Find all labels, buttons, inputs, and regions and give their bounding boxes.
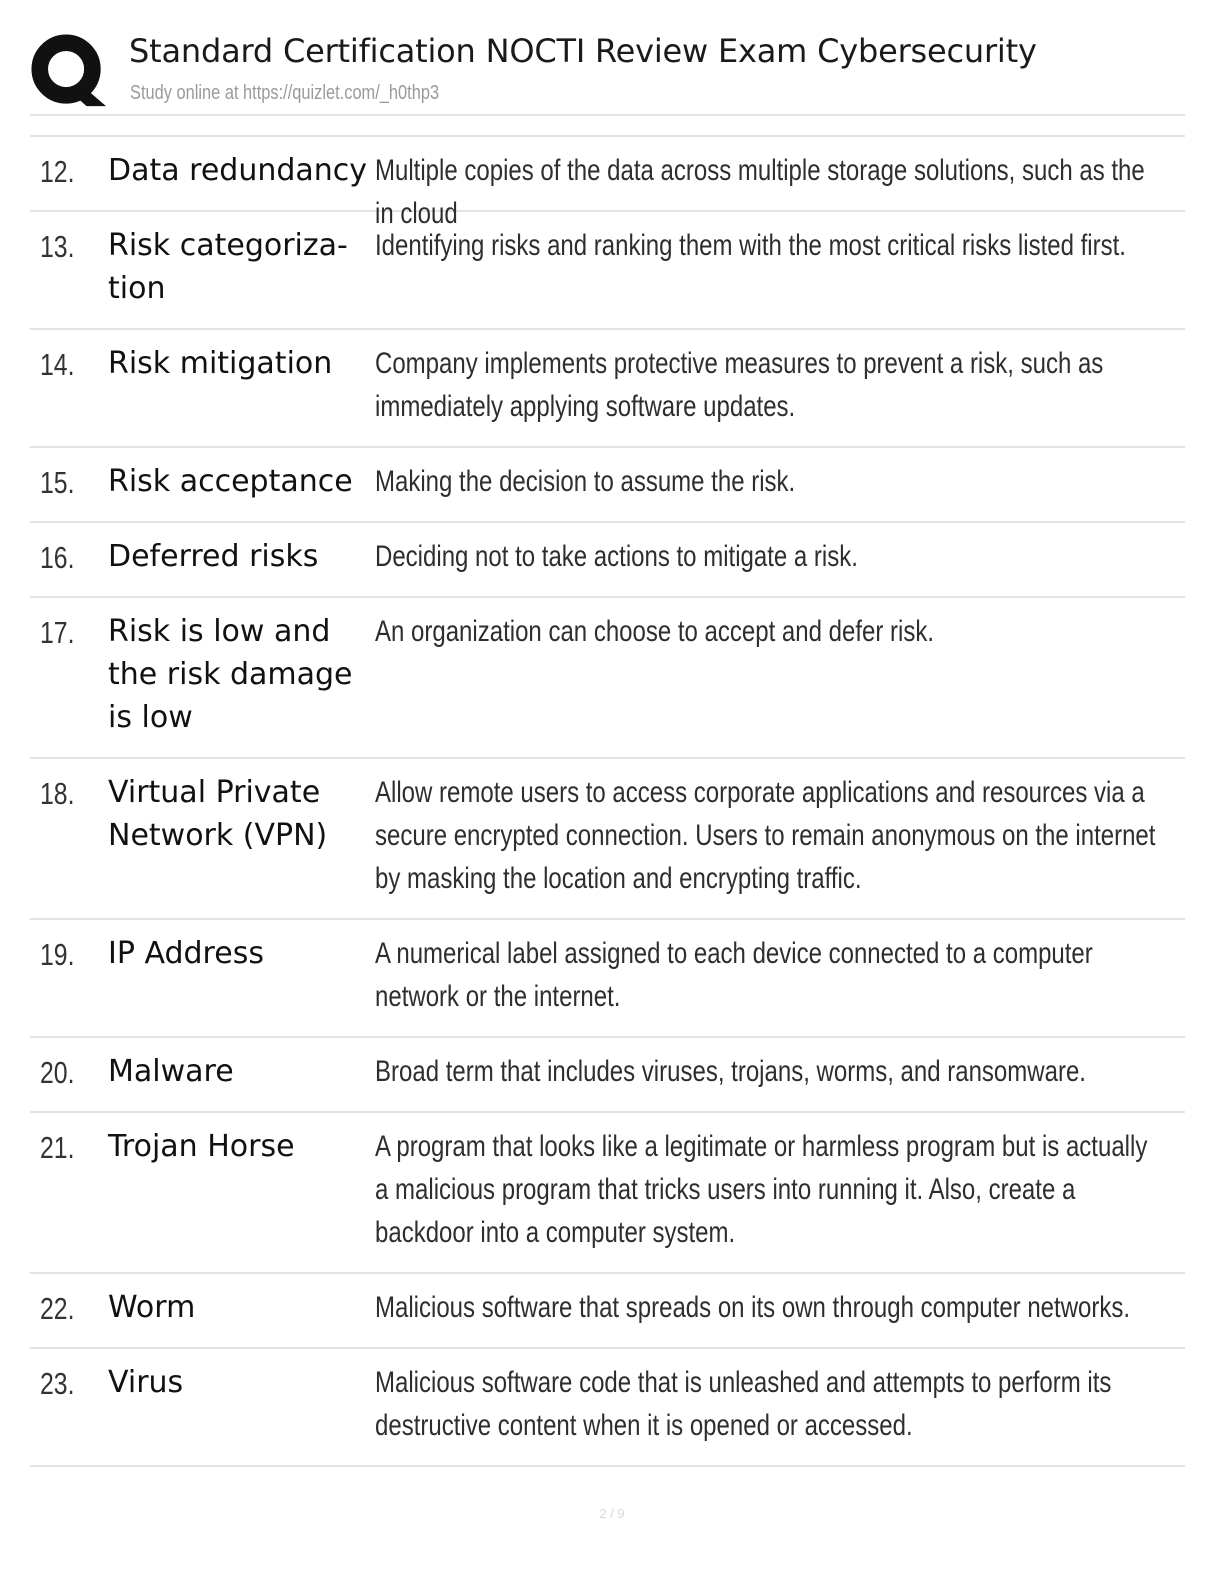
table-row — [30, 1274, 1185, 1349]
row-term: Virtual Private Network (VPN) — [108, 775, 328, 853]
page-number: 2 / 9 — [599, 1506, 625, 1521]
header-divider — [30, 114, 1185, 116]
row-number: 22. — [40, 1291, 75, 1326]
row-term: Trojan Horse — [108, 1129, 295, 1164]
table-row — [30, 1349, 1185, 1467]
row-term: Data redundancy — [108, 153, 368, 188]
table-row — [30, 598, 1185, 759]
row-definition: A program that looks like a legitimate or harmless program but is actually a malicious program that tricks users into running it. Also, create a backdoor into a computer system. — [375, 1130, 1148, 1249]
row-definition: Allow remote users to access corporate applications and resources via a secure encrypted connection. Users to remain anonymous on the internet by masking the location and encrypting traffic. — [375, 776, 1156, 895]
row-definition: Multiple copies of the data across multiple storage solutions, such as the in cloud — [375, 154, 1145, 230]
row-number: 19. — [40, 937, 75, 972]
row-number: 20. — [40, 1055, 75, 1090]
row-term: Deferred risks — [108, 539, 319, 574]
row-number: 17. — [40, 615, 75, 650]
table-row — [30, 212, 1185, 330]
row-number: 16. — [40, 540, 75, 575]
row-number: 23. — [40, 1366, 75, 1401]
table-row — [30, 448, 1185, 523]
row-number: 18. — [40, 776, 75, 811]
quizlet-logo-icon — [30, 32, 108, 110]
row-term: Worm — [108, 1290, 196, 1325]
flashcard-table — [30, 135, 1185, 1467]
row-term: Risk mitigation — [108, 346, 333, 381]
table-row — [30, 1113, 1185, 1274]
table-row — [30, 759, 1185, 920]
row-definition: Malicious software code that is unleashed and attempts to perform its destructive content when it is opened or accessed. — [375, 1366, 1112, 1442]
table-row — [30, 1038, 1185, 1113]
row-term: Risk is low and the risk damage is low — [108, 614, 353, 735]
row-definition: Company implements protective measures to prevent a risk, such as immediately applying software updates. — [375, 347, 1104, 423]
row-number: 21. — [40, 1130, 75, 1165]
row-term: Virus — [108, 1365, 184, 1400]
table-row — [30, 137, 1185, 230]
row-term: Risk acceptance — [108, 464, 353, 499]
row-definition: Identifying risks and ranking them with the most critical risks listed first. — [375, 229, 1126, 262]
row-number: 15. — [40, 465, 75, 500]
row-number: 14. — [40, 347, 75, 382]
row-term: Risk categoriza- tion — [108, 228, 348, 306]
row-definition: Deciding not to take actions to mitigate a risk. — [375, 540, 858, 573]
table-row — [30, 523, 1185, 598]
row-definition: An organization can choose to accept and defer risk. — [375, 615, 935, 648]
table-row — [30, 920, 1185, 1038]
table-row — [30, 330, 1185, 448]
row-term: IP Address — [108, 936, 264, 971]
study-link[interactable]: Study online at https://quizlet.com/_h0thp3 — [130, 82, 440, 104]
row-definition: A numerical label assigned to each device connected to a computer network or the internet. — [375, 937, 1093, 1013]
row-definition: Broad term that includes viruses, trojans, worms, and ransomware. — [375, 1055, 1086, 1088]
row-term: Malware — [108, 1054, 234, 1089]
page-header — [30, 28, 1185, 112]
page-title: Standard Certification NOCTI Review Exam Cybersecurity — [129, 32, 1037, 70]
row-definition: Malicious software that spreads on its own through computer networks. — [375, 1291, 1131, 1324]
row-number: 12. — [40, 154, 75, 189]
row-definition: Making the decision to assume the risk. — [375, 465, 796, 498]
row-number: 13. — [40, 229, 75, 264]
